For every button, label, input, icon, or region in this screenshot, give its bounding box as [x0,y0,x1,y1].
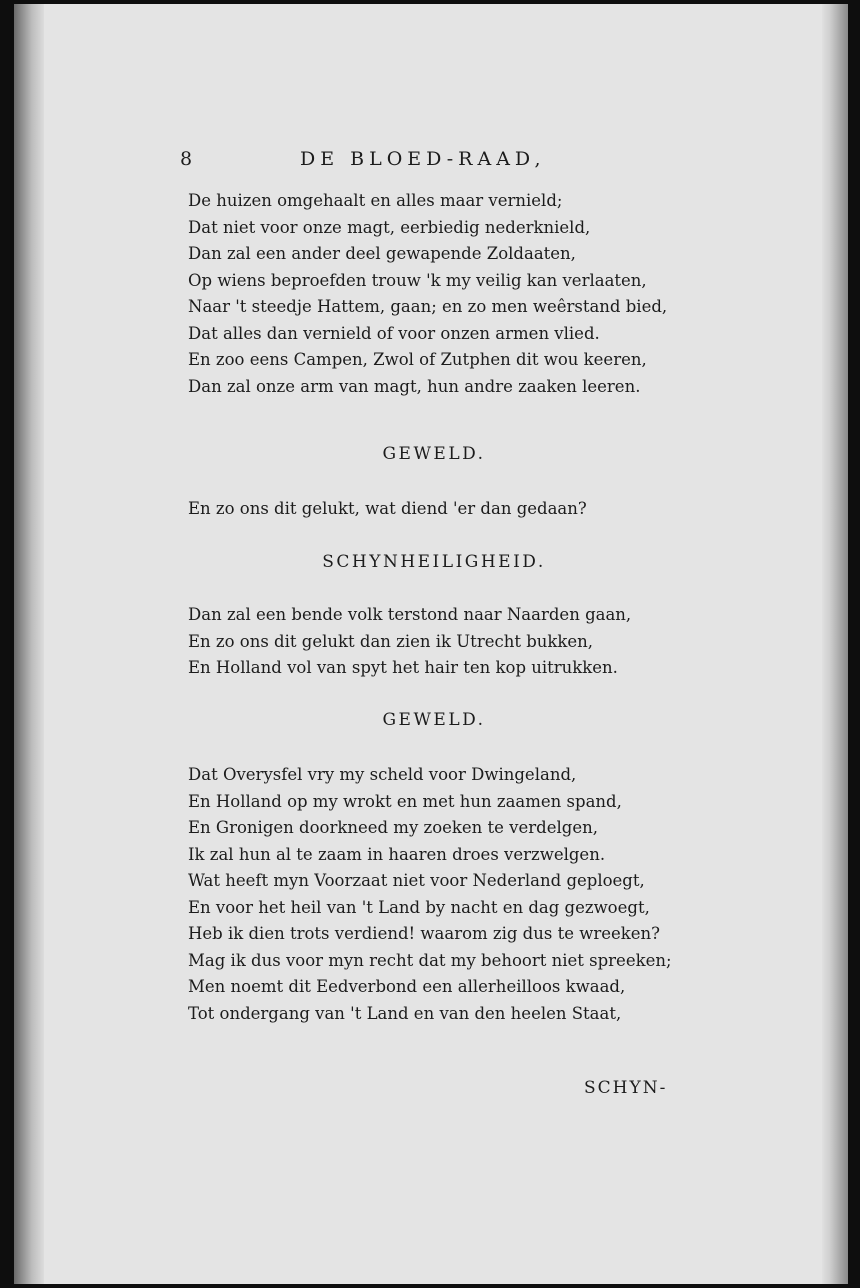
verse-line: Heb ik dien trots verdiend! waarom zig dus te wreeken? [188,924,660,943]
verse-line: Ik zal hun al te zaam in haaren droes verzwelgen. [188,844,606,864]
verse-line: Dat niet voor onze magt, eerbiedig nederknield, [188,217,591,237]
verse-line: Dan zal een ander deel gewapende Zoldaaten, [188,244,576,263]
verse-block [188,188,688,400]
verse-line: Men noemt dit Eedverbond een allerheilloos kwaad, [188,977,626,996]
speaker-heading: GEWELD. [382,710,486,730]
verse-line: En Gronigen doorkneed my zoeken te verdelgen, [188,818,598,837]
verse-line: Wat heeft myn Voorzaat niet voor Nederland geploegt, [188,871,645,890]
verse-block [188,496,688,523]
verse-line: En zoo eens Campen, Zwol of Zutphen dit wou keeren, [188,350,647,369]
catchword: SCHYN- [584,1078,668,1098]
running-title: DE BLOED-RAAD, [300,148,546,170]
verse-line: En Holland vol van spyt het hair ten kop uitrukken. [188,658,618,677]
verse-line: Dat alles dan vernield of voor onzen armen vlied. [188,323,600,343]
verse-block [188,602,688,682]
verse-line: Dan zal onze arm van magt, hun andre zaaken leeren. [188,376,641,396]
verse-line: Naar 't steedje Hattem, gaan; en zo men weêrstand bied, [188,297,668,316]
verse-line: Dan zal een bende volk terstond naar Naarden gaan, [188,605,632,624]
verse-line: En Holland op my wrokt en met hun zaamen spand, [188,791,622,811]
verse-line: Mag ik dus voor myn recht dat my behoort niet spreeken; [188,950,672,970]
speaker-heading: SCHYNHEILIGHEID. [322,552,546,572]
verse-line: Tot ondergang van 't Land en van den heelen Staat, [188,1003,622,1023]
speaker-heading: GEWELD. [382,444,486,464]
verse-line: En zo ons dit gelukt dan zien ik Utrecht bukken, [188,631,594,651]
book-page [14,4,848,1284]
verse-line: Op wiens beproefden trouw 'k my veilig kan verlaaten, [188,270,647,290]
verse-line: De huizen omgehaalt en alles maar vernield; [188,191,563,210]
verse-line: En voor het heil van 't Land by nacht en dag gezwoegt, [188,897,650,917]
verse-line: En zo ons dit gelukt, wat diend 'er dan gedaan? [188,499,587,518]
verse-block [188,762,688,1027]
page-number: 8 [180,148,193,170]
verse-line: Dat Overysfel vry my scheld voor Dwingeland, [188,765,577,784]
